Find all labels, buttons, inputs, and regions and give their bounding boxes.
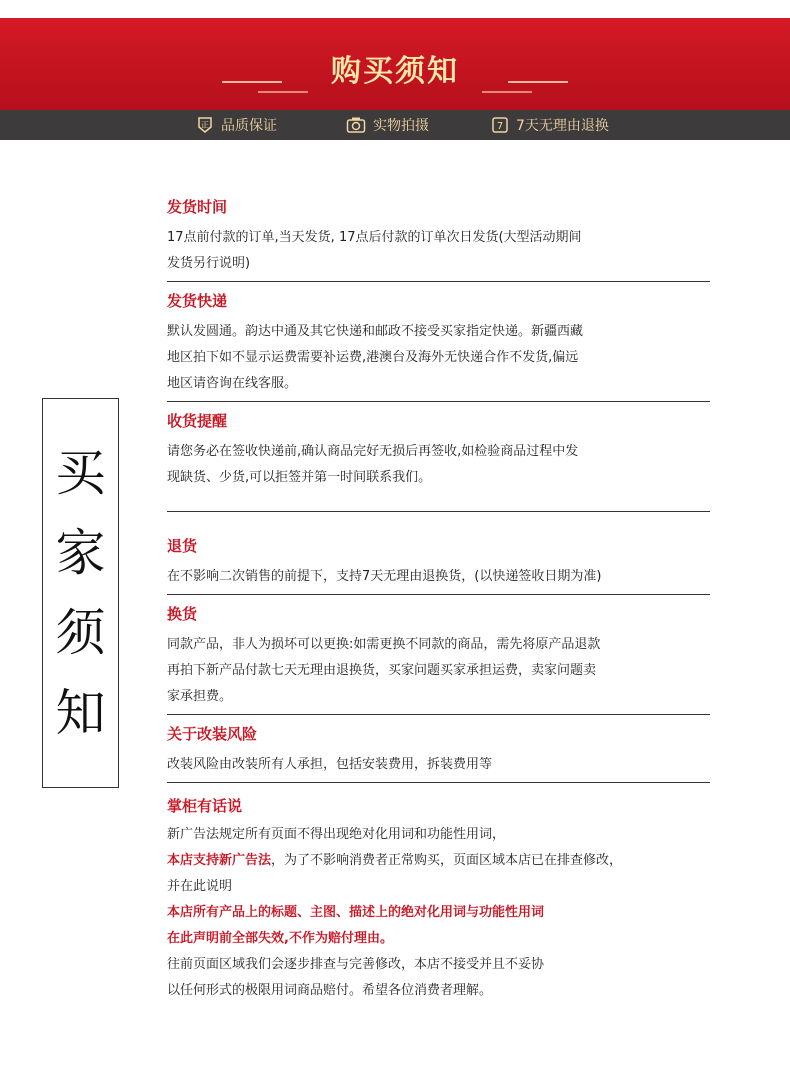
divider (167, 782, 710, 783)
section-line: 改装风险由改装所有人承担，包括安装费用，拆装费用等 (167, 757, 493, 772)
badge-photo (346, 114, 429, 136)
section-receipt (167, 411, 710, 491)
section-line: 请您务必在签收快递前,确认商品完好无损后再签收,如检验商品过程中发 (167, 444, 579, 459)
highlight-line: 在此声明前全部失效,不作为赔付理由。 (167, 931, 393, 946)
decor-line (482, 91, 532, 93)
section-line: 发货另行说明) (167, 256, 251, 271)
divider (167, 511, 710, 512)
section-line: 地区请咨询在线客服。 (167, 376, 298, 391)
highlight-text: 本店支持新广告法 (167, 853, 272, 868)
section-line: 以任何形式的极限用词商品赔付。希望各位消费者理解。 (167, 983, 493, 998)
badge-quality (196, 114, 277, 136)
side-title-box (42, 398, 119, 788)
section-line: 家承担费。 (167, 689, 233, 704)
camera-icon (346, 116, 366, 134)
section-line: 在不影响二次销售的前提下，支持7天无理由退换货，(以快递签收日期为准) (167, 569, 602, 584)
section-heading: 退货 (167, 537, 198, 555)
badge-strip (0, 110, 790, 140)
section-return (167, 536, 710, 590)
divider (167, 714, 710, 715)
badge-label: 品质保证 (221, 118, 277, 134)
side-title-char: 知 (55, 684, 106, 742)
section-heading: 发货时间 (167, 198, 228, 216)
section-heading: 收货提醒 (167, 412, 228, 430)
side-title-char: 买 (55, 444, 106, 502)
section-shipping-time (167, 197, 710, 277)
section-line: 地区拍下如不显示运费需要补运费,港澳台及海外无快递合作不发货,偏远 (167, 350, 579, 365)
side-title-char: 家 (55, 524, 106, 582)
svg-text:7: 7 (496, 121, 504, 132)
section-line: 新广告法规定所有页面不得出现绝对化用词和功能性用词， (167, 827, 506, 842)
section-courier (167, 291, 710, 397)
page-title: 购买须知 (331, 54, 459, 89)
section-line: 再拍下新产品付款七天无理由退换货，买家问题买家承担运费，卖家问题卖 (167, 663, 597, 678)
section-heading: 发货快递 (167, 292, 228, 310)
section-shopkeeper-notes (167, 796, 710, 1004)
badge-label: 7天无理由退换 (516, 118, 609, 134)
section-line: 同款产品，非人为损坏可以更换:如需更换不同款的商品，需先将原产品退款 (167, 637, 601, 652)
divider (167, 401, 710, 402)
section-modification-risk (167, 724, 710, 778)
seven-day-icon (491, 116, 509, 134)
line-text: ，为了不影响消费者正常购买，页面区域本店已在排查修改， (271, 853, 623, 868)
section-heading: 掌柜有话说 (167, 797, 243, 815)
side-title-char: 须 (55, 604, 106, 662)
badge-return (491, 114, 609, 136)
header-banner (0, 18, 790, 110)
svg-text:正: 正 (201, 120, 209, 130)
highlight-line: 本店所有产品上的标题、主图、描述上的绝对化用词与功能性用词 (167, 905, 545, 920)
decor-line (258, 91, 308, 93)
section-line: 现缺货、少货,可以拒签并第一时间联系我们。 (167, 470, 432, 485)
divider (167, 594, 710, 595)
section-line: 往前页面区域我们会逐步排查与完善修改，本店不接受并且不妥协 (167, 957, 545, 972)
section-line (167, 848, 710, 874)
section-exchange (167, 604, 710, 710)
quality-icon (196, 116, 214, 134)
section-line: 并在此说明 (167, 879, 233, 894)
section-heading: 换货 (167, 605, 198, 623)
notice-content (167, 197, 710, 1004)
section-line: 默认发圆通。韵达中通及其它快递和邮政不接受买家指定快递。新疆西藏 (167, 324, 584, 339)
section-heading: 关于改装风险 (167, 725, 258, 743)
badge-label: 实物拍摄 (373, 118, 429, 134)
section-line: 17点前付款的订单,当天发货, 17点后付款的订单次日发货(大型活动期间 (167, 230, 582, 245)
divider (167, 281, 710, 282)
